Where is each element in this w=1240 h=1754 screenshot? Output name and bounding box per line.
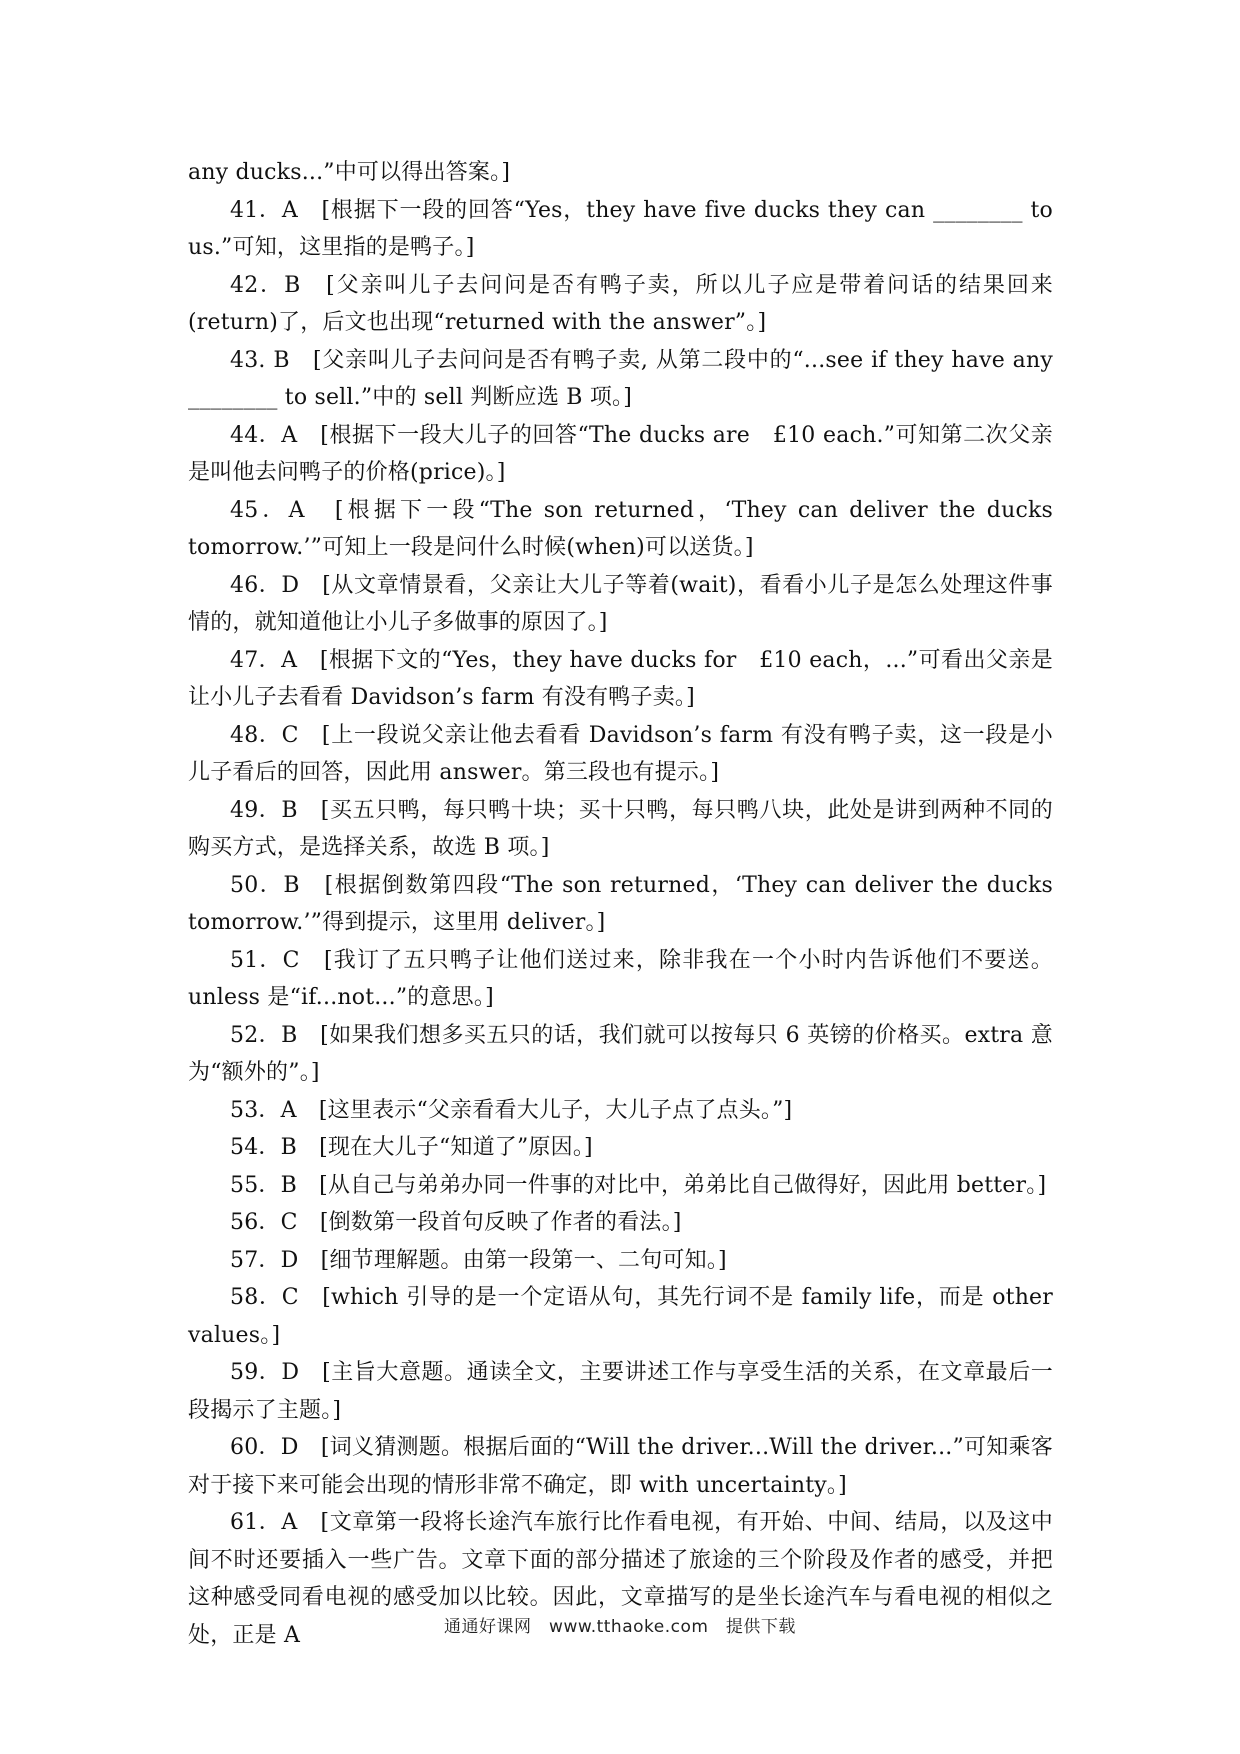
answer-paragraph-51: 51．C [我订了五只鸭子让他们送过来，除非我在一个小时内告诉他们不要送。unless 是“if...not...”的意思。] (188, 947, 1053, 1010)
answer-paragraph-50: 50．B [根据倒数第四段“The son returned，‘They can deliver the ducks tomorrow.’”得到提示，这里用 deliver。] (188, 872, 1053, 935)
answer-paragraph-48: 48．C [上一段说父亲让他去看看 Davidson’s farm 有没有鸭子卖，这一段是小儿子看后的回答，因此用 answer。第三段也有提示。] (188, 722, 1053, 785)
answer-paragraph-44: 44．A [根据下一段大儿子的回答“The ducks are £10 each.”可知第二次父亲是叫他去问鸭子的价格(price)。] (188, 422, 1053, 485)
answer-paragraph-46: 46．D [从文章情景看，父亲让大儿子等着(wait)，看看小儿子是怎么处理这件事情的，就知道他让小儿子多做事的原因了。] (188, 572, 1053, 635)
answer-paragraph-56: 56．C [倒数第一段首句反映了作者的看法。] (230, 1210, 682, 1235)
answer-paragraph-61: 61．A [文章第一段将长途汽车旅行比作看电视，有开始、中间、结局，以及这中间不时还要插入一些广告。文章下面的部分描述了旅途的三个阶段及作者的感受，并把这种感受同看电视的感受加以比较。因此，文章描写的是坐长途汽车与看电视的相似之处，正是 A (188, 1510, 1053, 1648)
answer-paragraph-43: 43. B [父亲叫儿子去问问是否有鸭子卖, 从第二段中的“...see if they have any ________ to sell.”中的 sell 判断应选 B 项。] (188, 347, 1053, 410)
answer-paragraph-59: 59．D [主旨大意题。通读全文，主要讲述工作与享受生活的关系，在文章最后一段揭示了主题。] (188, 1360, 1053, 1423)
answer-paragraph-57: 57．D [细节理解题。由第一段第一、二句可知。] (230, 1247, 727, 1273)
answer-paragraph-41: 41．A [根据下一段的回答“Yes，they have five ducks they can ________ to us.”可知，这里指的是鸭子。] (188, 197, 1053, 260)
answer-paragraph-52: 52．B [如果我们想多买五只的话，我们就可以按每只 6 英镑的价格买。extra 意为“额外的”。] (188, 1022, 1053, 1085)
answer-paragraph-45: 45．A [根据下一段“The son returned，‘They can deliver the ducks tomorrow.’”可知上一段是问什么时候(when)可以送货。] (188, 497, 1053, 560)
answer-explanations (188, 154, 1053, 1654)
answer-paragraph-58: 58．C [which 引导的是一个定语从句，其先行词不是 family life，而是 other values。] (188, 1285, 1053, 1348)
answer-paragraph-42: 42．B [父亲叫儿子去问问是否有鸭子卖，所以儿子应是带着问话的结果回来(return)了，后文也出现“returned with the answer”。] (188, 272, 1053, 335)
answer-paragraph-47: 47．A [根据下文的“Yes，they have ducks for £10 each，...”可看出父亲是让小儿子去看看 Davidson’s farm 有没有鸭子卖。] (188, 647, 1053, 710)
page-footer: 通通好课网 www.tthaoke.com 提供下载 (444, 1617, 796, 1637)
answer-paragraph-54: 54．B [现在大儿子“知道了”原因。] (230, 1135, 593, 1160)
answer-paragraph-continuation: any ducks...”中可以得出答案。] (188, 160, 511, 185)
answer-paragraph-49: 49．B [买五只鸭，每只鸭十块；买十只鸭，每只鸭八块，此处是讲到两种不同的购买方式，是选择关系，故选 B 项。] (188, 797, 1053, 860)
answer-paragraph-55: 55．B [从自己与弟弟办同一件事的对比中，弟弟比自己做得好，因此用 better。] (230, 1172, 1047, 1198)
answer-paragraph-60: 60．D [词义猜测题。根据后面的“Will the driver...Will the driver...”可知乘客对于接下来可能会出现的情形非常不确定，即 with uncertainty。] (188, 1435, 1053, 1498)
answer-paragraph-53: 53．A [这里表示“父亲看看大儿子，大儿子点了点头。”] (230, 1097, 793, 1123)
